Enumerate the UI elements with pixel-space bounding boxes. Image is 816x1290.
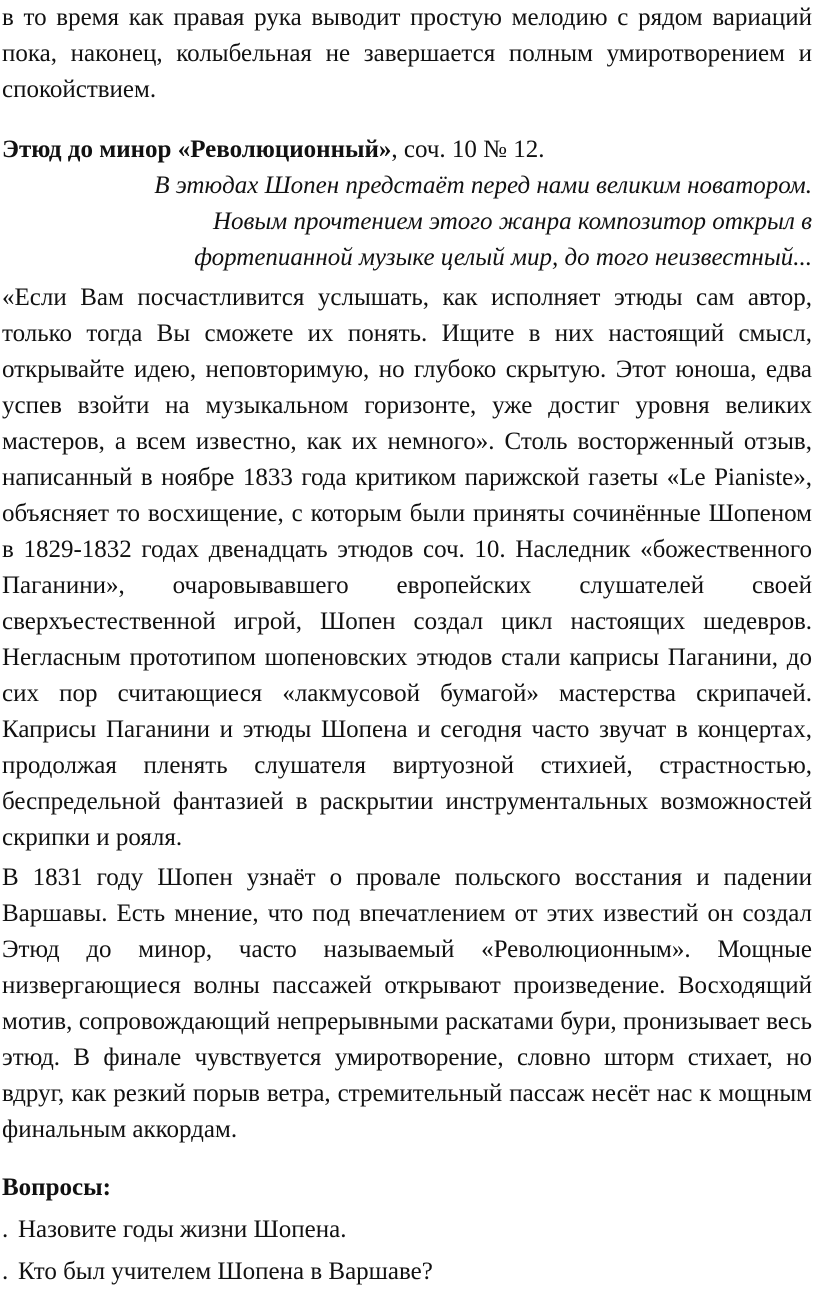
epigraph-line: Новым прочтением этого жанра композитор открыл в bbox=[212, 208, 812, 235]
epigraph-line: фортепианной музыке целый мир, до того неизвестный... bbox=[194, 244, 812, 271]
question-marker: . bbox=[2, 1216, 9, 1243]
question-text: Назовите годы жизни Шопена. bbox=[18, 1216, 347, 1243]
section-opus: , соч. 10 № 12. bbox=[391, 136, 545, 163]
question-item bbox=[2, 1212, 812, 1248]
question-text: Кто был учителем Шопена в Варшаве? bbox=[18, 1258, 433, 1285]
questions-heading: Вопросы: bbox=[2, 1174, 111, 1201]
questions-list bbox=[2, 1212, 812, 1290]
intro-paragraph: в то время как правая рука выводит простую мелодию с рядом вариаций пока, наконец, колыбельная не завершается полным умиротворением и спокойствием. bbox=[2, 4, 812, 103]
question-item bbox=[2, 1254, 812, 1290]
epigraph bbox=[2, 168, 812, 276]
body-paragraph: В 1831 году Шопен узнаёт о провале польского восстания и падении Варшавы. Есть мнение, что под впечатлением от этих известий он создал Этюд до минор, часто называемый «Революционным». Мощные низвергающиеся волны пассажей открывают произведение. Восходящий мотив, сопровождающий непрерывными раскатами бури, пронизывает весь этюд. В финале чувствуется умиротворение, словно шторм стихает, но вдруг, как резкий порыв ветра, стремительный пассаж несёт нас к мощным финальным аккордам. bbox=[2, 864, 812, 1143]
epigraph-line: В этюдах Шопен предстаёт перед нами великим новатором. bbox=[154, 172, 812, 199]
body-paragraph: «Если Вам посчастливится услышать, как исполняет этюды сам автор, только тогда Вы сможете их понять. Ищите в них настоящий смысл, открывайте идею, неповторимую, но глубоко скрытую. Этот юноша, едва успев взойти на музыкальном горизонте, уже достиг уровня великих мастеров, а всем известно, как их немного». Столь восторженный отзыв, написанный в ноябре 1833 года критиком парижской газеты «Le Pianiste», объясняет то восхищение, с которым были приняты сочинённые Шопеном в 1829-1832 годах двенадцать этюдов соч. 10. Наследник «божественного Паганини», очаровывавшего европейских слушателей своей сверхъестественной игрой, Шопен создал цикл настоящих шедевров. Негласным прототипом шопеновских этюдов стали каприсы Паганини, до сих пор считающиеся «лакмусовой бумагой» мастерства скрипачей. Каприсы Паганини и этюды Шопена и сегодня часто звучат в концертах, продолжая пленять слушателя виртуозной стихией, страстностью, беспредельной фантазией в раскрытии инструментальных возможностей скрипки и рояля. bbox=[2, 284, 812, 851]
question-marker: . bbox=[2, 1258, 9, 1285]
section-title: Этюд до минор «Революционный» bbox=[2, 136, 392, 163]
section-heading bbox=[2, 132, 812, 168]
